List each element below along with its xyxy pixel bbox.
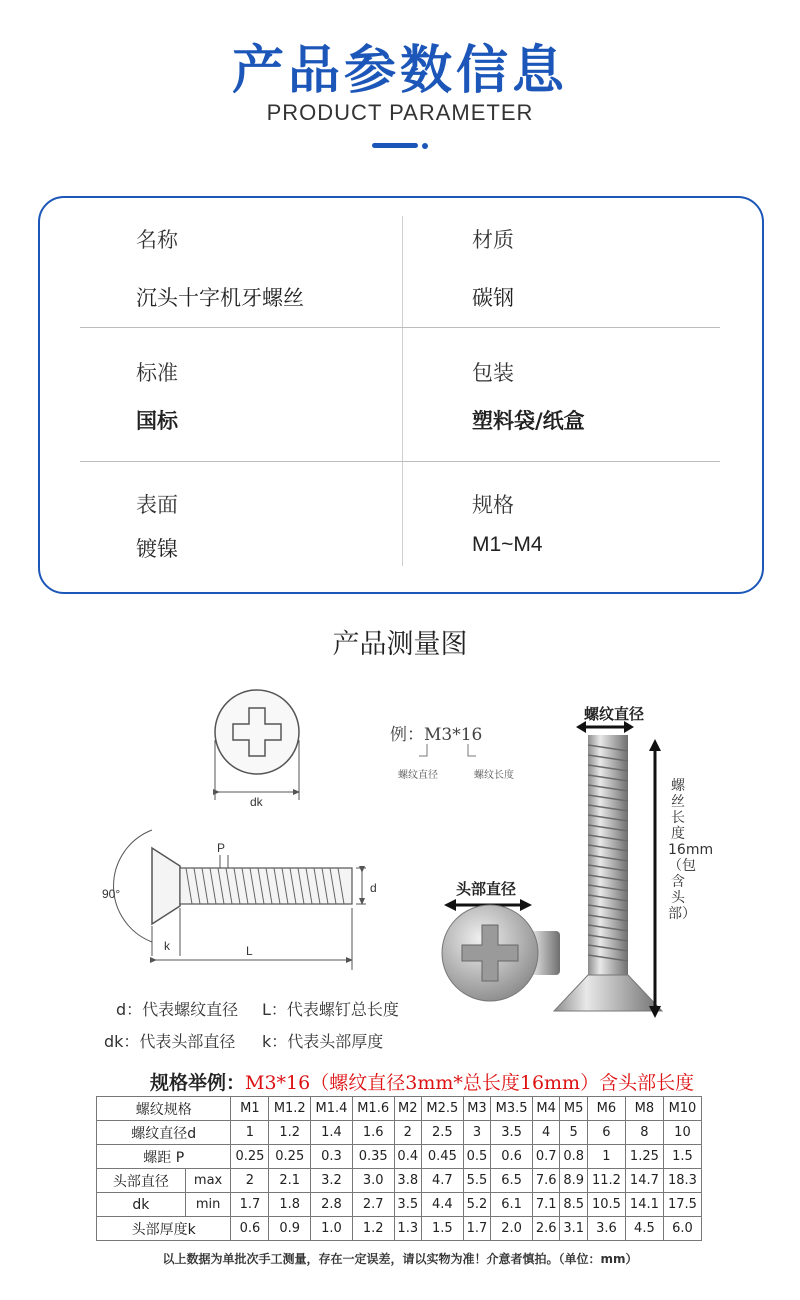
- parameter-divider-1: [80, 327, 720, 328]
- size-cell: M5: [560, 1097, 588, 1121]
- param-name-value: 沉头十字机牙螺丝: [136, 286, 304, 310]
- value-cell: 4: [532, 1121, 560, 1145]
- thread-diameter-photo-label: 螺纹直径: [584, 705, 645, 723]
- value-cell: 0.6: [491, 1145, 533, 1169]
- param-material-value: 碳钢: [472, 286, 514, 310]
- value-cell: 2: [231, 1169, 269, 1193]
- size-cell: M3.5: [491, 1097, 533, 1121]
- spec-row-head-min: [97, 1193, 702, 1217]
- value-cell: 1.8: [269, 1193, 311, 1217]
- param-name-label: 名称: [136, 228, 178, 252]
- measurement-section-title: 产品测量图: [332, 629, 468, 660]
- legend-k: k：代表头部厚度: [262, 1032, 384, 1051]
- value-cell: 3: [463, 1121, 491, 1145]
- spec-row-head-max: [97, 1169, 702, 1193]
- pitch-label: P: [217, 841, 226, 855]
- value-cell: 0.25: [231, 1145, 269, 1169]
- value-cell: 0.9: [269, 1217, 311, 1241]
- dk-dimension-label: dk: [250, 795, 263, 809]
- value-cell: 1.7: [231, 1193, 269, 1217]
- example-prefix: 例：: [390, 725, 424, 745]
- page-title: 产品参数信息: [231, 41, 568, 101]
- value-cell: 2.7: [352, 1193, 394, 1217]
- screw-technical-drawing: [90, 680, 420, 970]
- value-cell: 1.2: [269, 1121, 311, 1145]
- value-cell: 17.5: [663, 1193, 701, 1217]
- value-cell: 3.2: [311, 1169, 353, 1193]
- value-cell: 7.6: [532, 1169, 560, 1193]
- param-spec-value: M1~M4: [472, 533, 543, 556]
- row-label: 头部直径: [97, 1169, 186, 1193]
- spec-example-text: M3*16（螺纹直径3mm*总长度16mm）含头部长度: [245, 1072, 695, 1094]
- value-cell: 5.2: [463, 1193, 491, 1217]
- value-cell: 0.4: [394, 1145, 422, 1169]
- title-underline-dot: [422, 143, 428, 149]
- value-cell: 1.5: [663, 1145, 701, 1169]
- value-cell: 2.6: [532, 1217, 560, 1241]
- measurement-footnote: 以上数据为单批次手工测量，存在一定误差，请以实物为准！介意者慎拍。（单位：mm）: [162, 1252, 638, 1266]
- value-cell: 0.45: [422, 1145, 464, 1169]
- param-standard-value: 国标: [136, 409, 178, 433]
- example-right-label: 螺纹长度: [474, 770, 514, 781]
- value-cell: 6.0: [663, 1217, 701, 1241]
- param-standard-label: 标准: [136, 361, 178, 385]
- value-cell: 14.1: [625, 1193, 663, 1217]
- row-sublabel: max: [185, 1169, 231, 1193]
- spec-row-head-thickness: [97, 1217, 702, 1241]
- value-cell: 6.5: [491, 1169, 533, 1193]
- value-cell: 0.3: [311, 1145, 353, 1169]
- value-cell: 3.8: [394, 1169, 422, 1193]
- spec-header-row: [97, 1097, 702, 1121]
- parameter-divider-2: [80, 461, 720, 462]
- row-label: 螺纹直径d: [97, 1121, 231, 1145]
- row-label: 螺距 P: [97, 1145, 231, 1169]
- L-dimension-label: L: [246, 944, 253, 958]
- value-cell: 5.5: [463, 1169, 491, 1193]
- value-cell: 1: [587, 1145, 625, 1169]
- size-cell: M1.6: [352, 1097, 394, 1121]
- value-cell: 4.7: [422, 1169, 464, 1193]
- value-cell: 2.5: [422, 1121, 464, 1145]
- value-cell: 18.3: [663, 1169, 701, 1193]
- example-left-label: 螺纹直径: [398, 770, 438, 781]
- spec-example: [150, 1068, 694, 1095]
- value-cell: 5: [560, 1121, 588, 1145]
- spec-row-thread-diameter: [97, 1121, 702, 1145]
- param-spec-label: 规格: [472, 493, 514, 517]
- size-cell: M1: [231, 1097, 269, 1121]
- value-cell: 2.1: [269, 1169, 311, 1193]
- value-cell: 4.4: [422, 1193, 464, 1217]
- value-cell: 11.2: [587, 1169, 625, 1193]
- size-cell: M6: [587, 1097, 625, 1121]
- legend-dk: dk：代表头部直径: [104, 1032, 236, 1051]
- value-cell: 4.5: [625, 1217, 663, 1241]
- size-cell: M2.5: [422, 1097, 464, 1121]
- head-diameter-photo-label: 头部直径: [456, 880, 517, 898]
- value-cell: 0.6: [231, 1217, 269, 1241]
- size-cell: M2: [394, 1097, 422, 1121]
- param-surface-value: 镀镍: [136, 537, 178, 561]
- param-surface-label: 表面: [136, 493, 178, 517]
- value-cell: 6.1: [491, 1193, 533, 1217]
- value-cell: 7.1: [532, 1193, 560, 1217]
- value-cell: 2.0: [491, 1217, 533, 1241]
- value-cell: 1.3: [394, 1217, 422, 1241]
- size-cell: M4: [532, 1097, 560, 1121]
- value-cell: 10: [663, 1121, 701, 1145]
- legend-d: d：代表螺纹直径: [116, 1000, 239, 1019]
- k-dimension-label: k: [164, 939, 170, 953]
- value-cell: 1: [231, 1121, 269, 1145]
- page-subtitle: PRODUCT PARAMETER: [266, 100, 534, 125]
- value-cell: 6: [587, 1121, 625, 1145]
- value-cell: 10.5: [587, 1193, 625, 1217]
- value-cell: 8: [625, 1121, 663, 1145]
- value-cell: 2: [394, 1121, 422, 1145]
- row-label: 头部厚度k: [97, 1217, 231, 1241]
- value-cell: 0.7: [532, 1145, 560, 1169]
- value-cell: 1.2: [352, 1217, 394, 1241]
- row-sublabel: min: [185, 1193, 231, 1217]
- value-cell: 3.1: [560, 1217, 588, 1241]
- spec-header-cell: 螺纹规格: [97, 1097, 231, 1121]
- param-material-label: 材质: [472, 228, 514, 252]
- example-value: M3*16: [424, 725, 483, 745]
- value-cell: 1.5: [422, 1217, 464, 1241]
- param-package-label: 包装: [472, 361, 514, 385]
- title-underline: [372, 143, 418, 148]
- spec-table: [96, 1096, 702, 1241]
- row-label: dk: [97, 1193, 186, 1217]
- param-package-value: 塑料袋/纸盒: [472, 409, 585, 433]
- value-cell: 1.4: [311, 1121, 353, 1145]
- value-cell: 0.8: [560, 1145, 588, 1169]
- size-cell: M3: [463, 1097, 491, 1121]
- value-cell: 3.0: [352, 1169, 394, 1193]
- d-dimension-label: d: [370, 881, 377, 895]
- value-cell: 8.5: [560, 1193, 588, 1217]
- value-cell: 3.5: [394, 1193, 422, 1217]
- angle-label: 90°: [102, 887, 121, 901]
- value-cell: 3.5: [491, 1121, 533, 1145]
- size-cell: M10: [663, 1097, 701, 1121]
- size-cell: M8: [625, 1097, 663, 1121]
- spec-example-label: 规格举例：: [150, 1072, 246, 1094]
- legend-L: L：代表螺钉总长度: [262, 1000, 399, 1019]
- value-cell: 2.8: [311, 1193, 353, 1217]
- size-cell: M1.4: [311, 1097, 353, 1121]
- value-cell: 8.9: [560, 1169, 588, 1193]
- size-cell: M1.2: [269, 1097, 311, 1121]
- parameter-divider-vertical: [402, 216, 403, 566]
- value-cell: 1.7: [463, 1217, 491, 1241]
- value-cell: 1.25: [625, 1145, 663, 1169]
- value-cell: 14.7: [625, 1169, 663, 1193]
- value-cell: 0.25: [269, 1145, 311, 1169]
- value-cell: 3.6: [587, 1217, 625, 1241]
- value-cell: 1.0: [311, 1217, 353, 1241]
- spec-row-pitch: [97, 1145, 702, 1169]
- value-cell: 0.35: [352, 1145, 394, 1169]
- thread-length-photo-label: 螺丝长度16mm（包含头部）: [668, 778, 714, 922]
- value-cell: 0.5: [463, 1145, 491, 1169]
- value-cell: 1.6: [352, 1121, 394, 1145]
